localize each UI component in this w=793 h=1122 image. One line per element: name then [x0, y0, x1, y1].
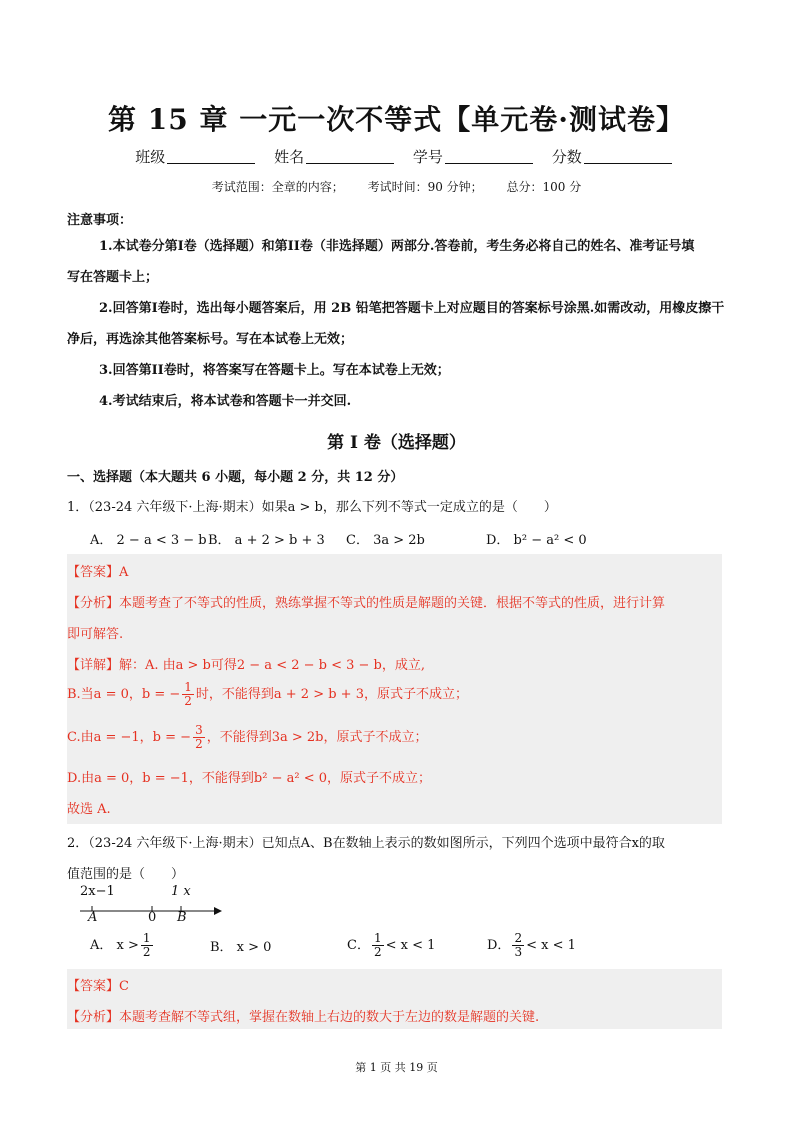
fraction-den: 2	[184, 694, 192, 708]
label-zero: 0	[148, 910, 157, 925]
note-2	[67, 293, 727, 355]
fraction	[372, 932, 384, 959]
q2-option-d-post: < x < 1	[526, 938, 576, 953]
note-line: 2.回答第I卷时，选出每小题答案后，用 2B 铅笔把答题卡上对应题目的答案标号涂黑.如需改动，用橡皮擦干	[99, 301, 725, 316]
q2-option-d[interactable]	[487, 932, 607, 959]
exam-total: 总分：100 分	[506, 180, 582, 194]
fraction-den: 2	[142, 945, 151, 959]
q1-detail-d: D.由a = 0，b = −1，不能得到b² − a² < 0，原式子不成立；	[67, 771, 431, 786]
id-label: 学号	[412, 148, 443, 166]
arrow-right-icon	[214, 907, 222, 915]
part-title: 一、选择题（本大题共 6 小题，每小题 2 分，共 12 分）	[67, 470, 404, 485]
q1-analysis: 【分析】本题考查了不等式的性质，熟练掌握不等式的性质是解题的关键．根据不等式的性质，进行计算	[67, 596, 666, 611]
exam-time: 考试时间：90 分钟；	[367, 180, 483, 194]
label-b: B	[177, 910, 187, 925]
fraction-num: 3	[195, 723, 203, 737]
note-1	[67, 231, 727, 293]
q1-option-b[interactable]: B． a + 2 > b + 3	[208, 533, 325, 548]
q2-option-a-pre: A． x >	[90, 938, 139, 953]
q1-option-c[interactable]: C． 3a > 2b	[346, 533, 425, 548]
fraction-num: 1	[142, 931, 151, 945]
name-blank[interactable]	[306, 149, 394, 164]
fraction	[193, 724, 205, 751]
exam-scope: 考试范围：全章的内容；	[211, 180, 344, 194]
q2-option-c-pre: C．	[347, 938, 370, 953]
name-label: 姓名	[274, 148, 305, 166]
q1-detail-c-pre: C.由a = −1，b = −	[67, 730, 192, 745]
note-3	[67, 355, 727, 386]
q2-options	[90, 932, 607, 959]
q2-option-a[interactable]	[90, 932, 210, 959]
q2-answer: 【答案】C	[67, 979, 129, 994]
note-line: 写在答题卡上；	[67, 270, 159, 285]
q1-detail-b-post: 时，不能得到a + 2 > b + 3，原式子不成立；	[195, 687, 468, 702]
q2-option-c-post: < x < 1	[385, 938, 436, 953]
section-title: 第 I 卷（选择题）	[327, 433, 466, 453]
q1-conclusion: 故选 A.	[67, 802, 111, 817]
q1-options	[90, 529, 606, 548]
note-line: 4.考试结束后，将本试卷和答题卡一并交回.	[99, 394, 352, 409]
fraction-den: 3	[514, 945, 523, 959]
q1-detail-b-pre: B.当a = 0，b = −	[67, 687, 181, 702]
fraction-den: 2	[373, 945, 382, 959]
q1-option-a[interactable]: A． 2 − a < 3 − b	[90, 533, 207, 548]
page-footer: 第 1 页 共 19 页	[355, 1061, 438, 1074]
student-info-line	[0, 146, 793, 167]
q1-analysis-cont: 即可解答.	[67, 627, 124, 642]
q2-option-c[interactable]	[347, 932, 487, 959]
q1-option-d[interactable]: D． b² − a² < 0	[486, 533, 587, 548]
note-line: 3.回答第II卷时，将答案写在答题卡上。写在本试卷上无效；	[99, 363, 450, 378]
fraction-den: 2	[195, 737, 203, 751]
q1-stem: 1．（23-24 六年级下·上海·期末）如果a > b，那么下列不等式一定成立的是（ ）	[67, 500, 557, 515]
fraction-num: 2	[514, 931, 523, 945]
fraction	[512, 932, 524, 959]
label-a-value: 2x−1	[80, 884, 115, 899]
note-line: 1.本试卷分第I卷（选择题）和第II卷（非选择题）两部分.答卷前，考生务必将自己的姓名、准考证号填	[99, 239, 695, 254]
note-line: 净后，再选涂其他答案标号。写在本试卷上无效；	[67, 332, 354, 347]
exam-scope-line	[0, 178, 793, 195]
class-blank[interactable]	[167, 149, 255, 164]
q1-answer: 【答案】A	[67, 565, 129, 580]
id-blank[interactable]	[445, 149, 533, 164]
q2-stem-1: 2．（23-24 六年级下·上海·期末）已知点A、B在数轴上表示的数如图所示，下列四个选项中最符合x的取	[67, 836, 665, 851]
q1-detail-b	[67, 681, 468, 708]
fraction	[141, 932, 153, 959]
q1-detail-c-post: ，不能得到3a > 2b，原式子不成立；	[206, 730, 428, 745]
fraction-num: 1	[373, 931, 382, 945]
notes-title: 注意事项：	[67, 213, 133, 228]
class-label: 班级	[135, 148, 166, 166]
q1-detail: 【详解】解：A. 由a > b可得2 − a < 2 − b < 3 − b，成立,	[67, 658, 426, 673]
q2-stem-2: 值范围的是（ ）	[67, 867, 185, 882]
fraction	[182, 681, 194, 708]
score-blank[interactable]	[584, 149, 672, 164]
q1-detail-c	[67, 724, 427, 751]
label-b-value: 1 x	[171, 884, 191, 899]
fraction-num: 1	[184, 680, 192, 694]
number-line-figure	[78, 884, 228, 929]
page-title: 第 15 章 一元一次不等式【单元卷·测试卷】	[108, 103, 685, 136]
note-4	[67, 386, 727, 417]
q2-analysis: 【分析】本题考查解不等式组，掌握在数轴上右边的数大于左边的数是解题的关键.	[67, 1010, 540, 1025]
q2-option-b[interactable]: B． x > 0	[210, 940, 272, 955]
q2-option-d-pre: D．	[487, 938, 511, 953]
score-label: 分数	[551, 148, 582, 166]
label-a: A	[88, 910, 98, 925]
